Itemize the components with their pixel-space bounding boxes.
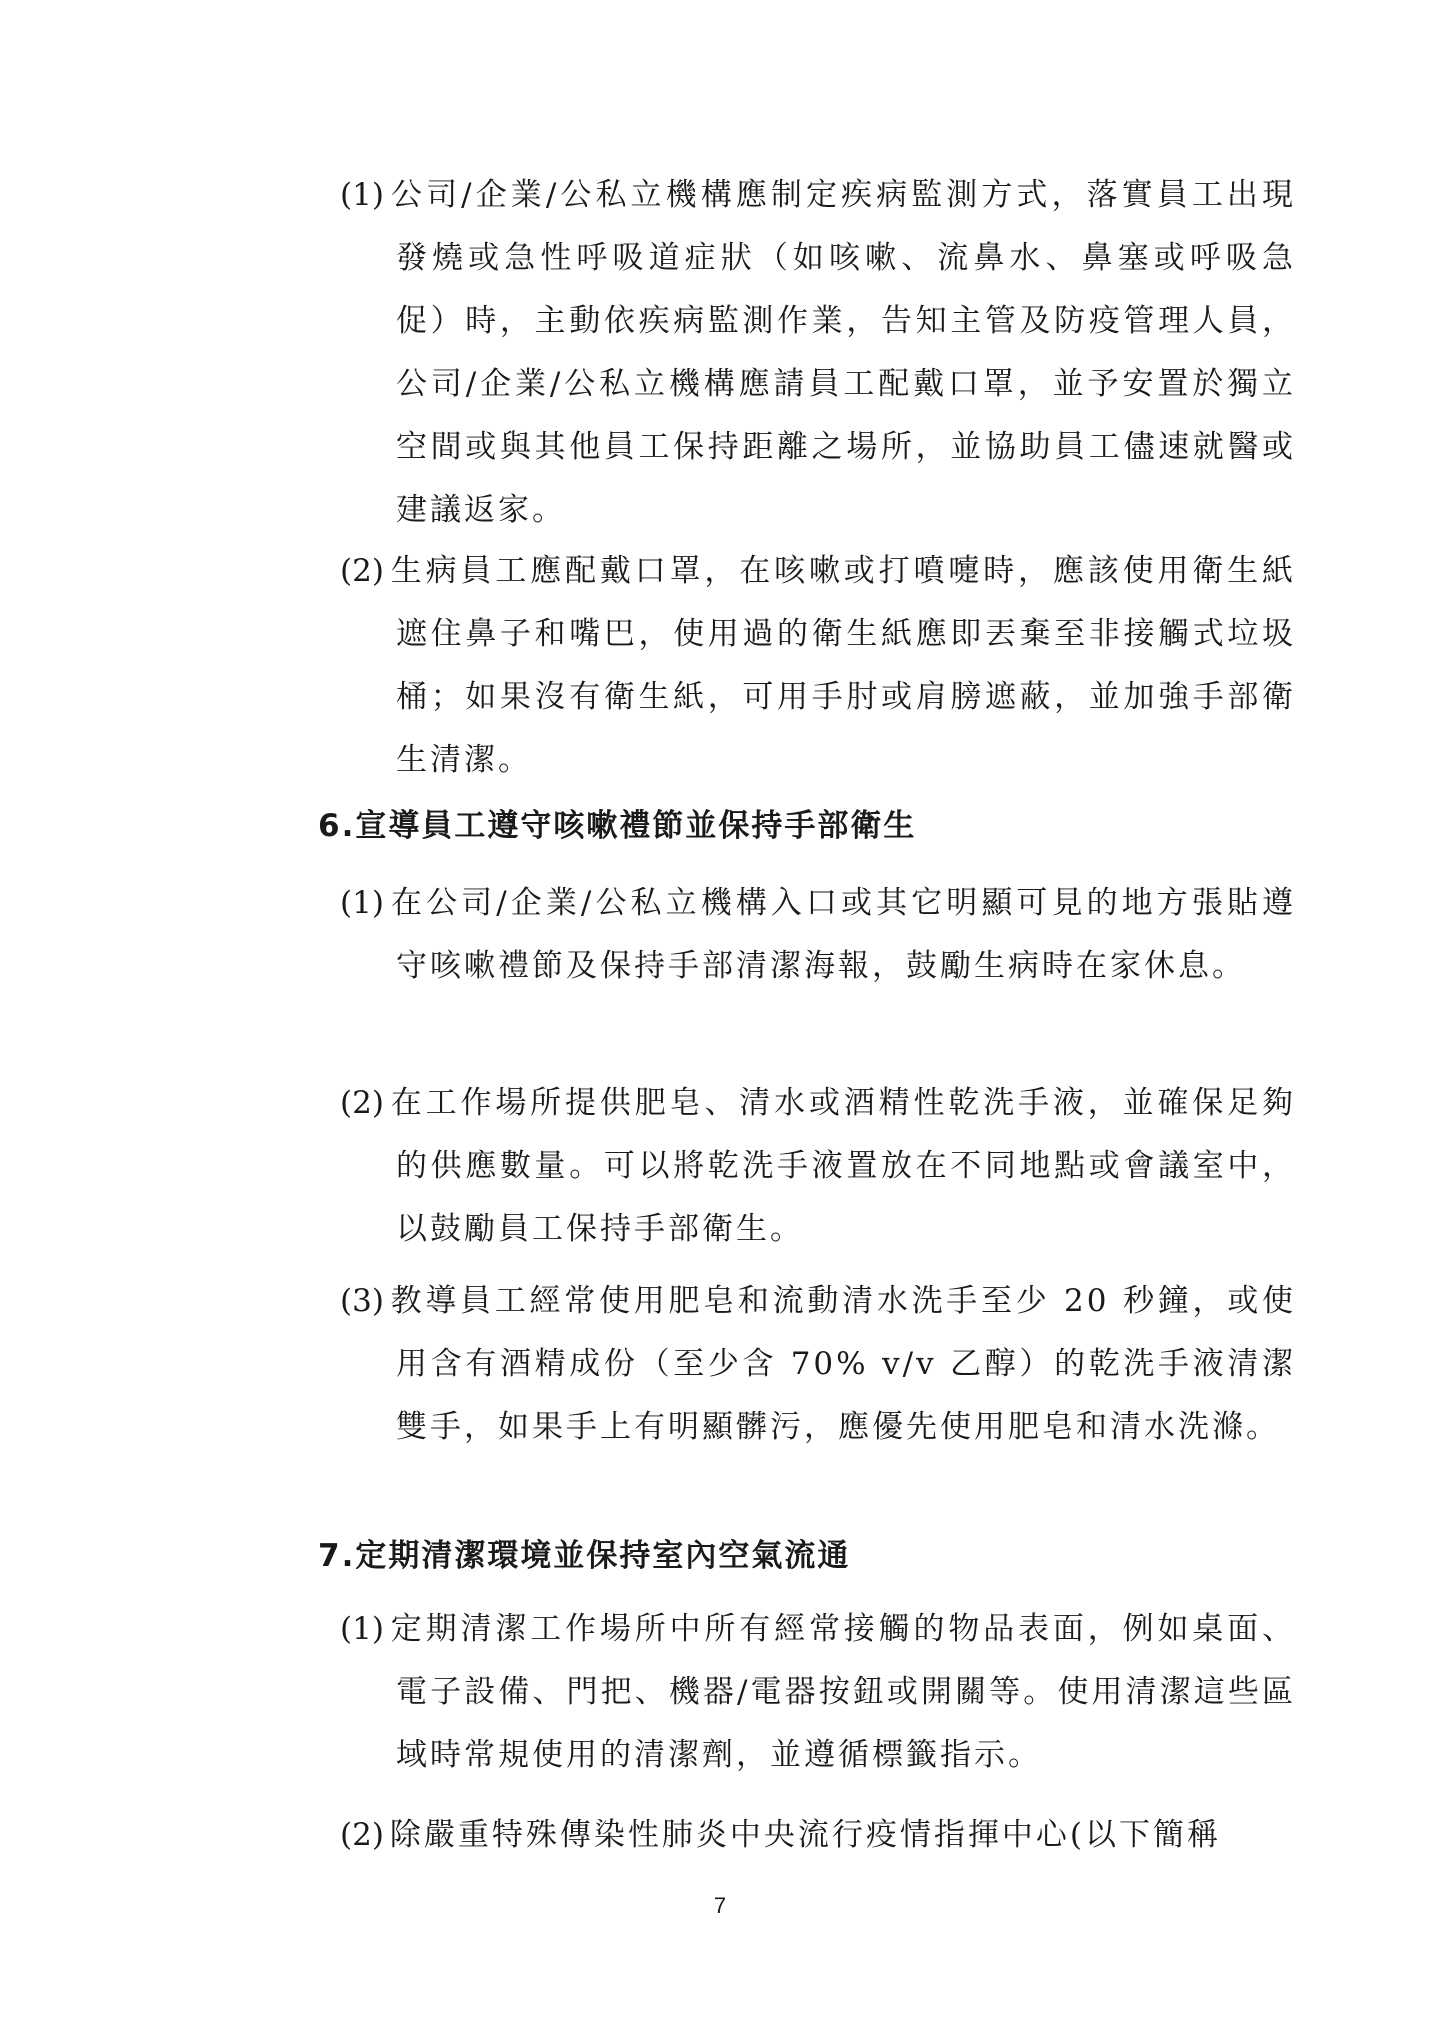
section-heading-6: 6.宣導員工遵守咳嗽禮節並保持手部衛生 [318,808,917,844]
list-item-6-3 [340,1270,1296,1459]
list-item-5-2 [340,540,1296,792]
item-text: 除嚴重特殊傳染性肺炎中央流行疫情指揮中心(以下簡稱 [389,1817,1222,1853]
item-number: (1) [340,1611,384,1647]
item-text: 在公司/企業/公私立機構入口或其它明顯可見的地方張貼遵守咳嗽禮節及保持手部清潔海報，鼓勵生病時在家休息。 [389,885,1296,984]
item-text: 定期清潔工作場所中所有經常接觸的物品表面，例如桌面、電子設備、門把、機器/電器按鈕或開關等。使用清潔這些區域時常規使用的清潔劑，並遵循標籤指示。 [389,1611,1296,1773]
item-number: (2) [340,1817,384,1853]
item-number: (2) [340,553,384,589]
list-item-6-2 [340,1072,1296,1261]
page-number: 7 [713,1893,727,1918]
list-item-7-2 [340,1804,1296,1867]
item-number: (1) [340,885,384,921]
item-text: 公司/企業/公私立機構應制定疾病監測方式，落實員工出現發燒或急性呼吸道症狀（如咳嗽、流鼻水、鼻塞或呼吸急促）時，主動依疾病監測作業，告知主管及防疫管理人員，公司/企業/公私立機構應請員工配戴口罩，並予安置於獨立空間或與其他員工保持距離之場所，並協助員工儘速就醫或建議返家。 [389,177,1296,528]
list-item-5-1 [340,164,1296,542]
section-heading-7: 7.定期清潔環境並保持室內空氣流通 [318,1538,851,1574]
item-number: (1) [340,177,384,213]
item-text: 教導員工經常使用肥皂和流動清水洗手至少 20 秒鐘，或使用含有酒精成份（至少含 70% v/v 乙醇）的乾洗手液清潔雙手，如果手上有明顯髒污，應優先使用肥皂和清水洗滌。 [389,1283,1296,1445]
item-text: 生病員工應配戴口罩，在咳嗽或打噴嚏時，應該使用衛生紙遮住鼻子和嘴巴，使用過的衛生紙應即丟棄至非接觸式垃圾桶；如果沒有衛生紙，可用手肘或肩膀遮蔽，並加強手部衛生清潔。 [389,553,1296,778]
item-number: (2) [340,1085,384,1121]
item-number: (3) [340,1283,384,1319]
list-item-7-1 [340,1598,1296,1787]
item-text: 在工作場所提供肥皂、清水或酒精性乾洗手液，並確保足夠的供應數量。可以將乾洗手液置放在不同地點或會議室中，以鼓勵員工保持手部衛生。 [389,1085,1296,1247]
list-item-6-1 [340,872,1296,998]
